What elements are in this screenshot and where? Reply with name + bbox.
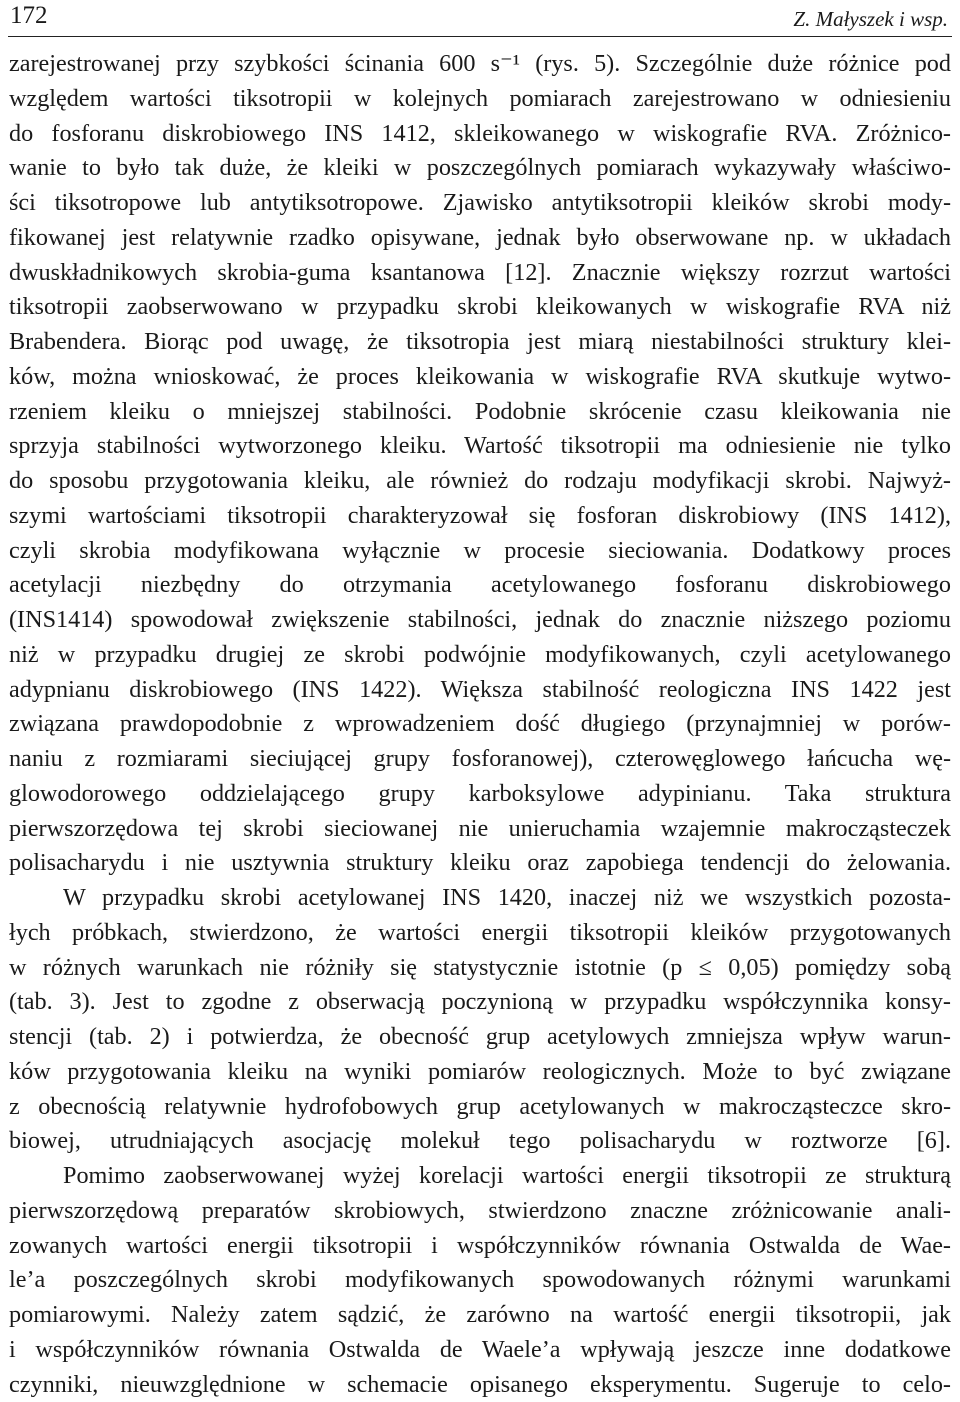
text-line: rzeniem kleiku o mniejszej stabilności. Podobnie skrócenie czasu kleikowania nie xyxy=(9,395,951,430)
page-number: 172 xyxy=(10,2,48,30)
paragraph xyxy=(9,881,951,1159)
text-line: ków, można wnioskować, że proces kleikowania w wiskografie RVA skutkuje wytwo- xyxy=(9,360,951,395)
text-line: W przypadku skrobi acetylowanej INS 1420, inaczej niż we wszystkich pozosta- xyxy=(9,881,951,916)
text-line: ków przygotowania kleiku na wyniki pomiarów reologicznych. Może to być związane xyxy=(9,1055,951,1090)
body-text xyxy=(9,47,951,1402)
text-line: Pomimo zaobserwowanej wyżej korelacji wartości energii tiksotropii ze strukturą xyxy=(9,1159,951,1194)
text-line: łych próbkach, stwierdzono, że wartości energii tiksotropii kleików przygotowanych xyxy=(9,916,951,951)
text-line: (INS1414) spowodował zwiększenie stabilności, jednak do znacznie niższego poziomu xyxy=(9,603,951,638)
text-line: biowej, utrudniających asocjację molekuł tego polisacharydu w roztworze [6]. xyxy=(9,1124,951,1159)
text-line: glowodorowego oddzielającego grupy karboksylowe adypinianu. Taka struktura xyxy=(9,777,951,812)
text-line: niż w przypadku drugiej ze skrobi podwójnie modyfikowanych, czyli acetylowanego xyxy=(9,638,951,673)
text-line: względem wartości tiksotropii w kolejnych pomiarach zarejestrowano w odniesieniu xyxy=(9,82,951,117)
text-line: ści tiksotropowe lub antytiksotropowe. Zjawisko antytiksotropii kleików skrobi mody- xyxy=(9,186,951,221)
text-line: pomiarowymi. Należy zatem sądzić, że zarówno na wartość energii tiksotropii, jak xyxy=(9,1298,951,1333)
text-line: sprzyja stabilności wytworzonego kleiku. Wartość tiksotropii ma odniesienie nie tylko xyxy=(9,429,951,464)
text-line: acetylacji niezbędny do otrzymania acetylowanego fosforanu diskrobiowego xyxy=(9,568,951,603)
running-head: Z. Małyszek i wsp. xyxy=(793,7,948,32)
text-line: z obecnością relatywnie hydrofobowych grup acetylowanych w makrocząsteczce skro- xyxy=(9,1090,951,1125)
text-line: wanie to było tak duże, że kleiki w poszczególnych pomiarach wykazywały właściwo- xyxy=(9,151,951,186)
text-line: naniu z rozmiarami sieciującej grupy fosforanowej), czterowęglowego łańcucha wę- xyxy=(9,742,951,777)
text-line: stencji (tab. 2) i potwierdza, że obecność grup acetylowych zmniejsza wpływ warun- xyxy=(9,1020,951,1055)
text-line: adypnianu diskrobiowego (INS 1422). Większa stabilność reologiczna INS 1422 jest xyxy=(9,673,951,708)
text-line: pierwszorzędowa tej skrobi sieciowanej nie unieruchamia wzajemnie makrocząsteczek xyxy=(9,812,951,847)
text-line: szymi wartościami tiksotropii charakteryzował się fosforan diskrobiowy (INS 1412), xyxy=(9,499,951,534)
paragraph xyxy=(9,1159,951,1402)
text-line: związana prawdopodobnie z wprowadzeniem dość długiego (przynajmniej w porów- xyxy=(9,707,951,742)
paragraph xyxy=(9,47,951,881)
text-line: w różnych warunkach nie różniły się statystycznie istotnie (p ≤ 0,05) pomiędzy sobą xyxy=(9,951,951,986)
text-line: pierwszorzędową preparatów skrobiowych, stwierdzono znaczne zróżnicowanie anali- xyxy=(9,1194,951,1229)
text-line: czynniki, nieuwzględnione w schemacie opisanego eksperymentu. Sugeruje to celo- xyxy=(9,1368,951,1402)
text-line: czyli skrobia modyfikowana wyłącznie w procesie sieciowania. Dodatkowy proces xyxy=(9,534,951,569)
text-line: Brabendera. Biorąc pod uwagę, że tiksotropia jest miarą niestabilności struktury klei- xyxy=(9,325,951,360)
text-line: zarejestrowanej przy szybkości ścinania 600 s⁻¹ (rys. 5). Szczególnie duże różnice pod xyxy=(9,47,951,82)
text-line: do fosforanu diskrobiowego INS 1412, skleikowanego w wiskografie RVA. Zróżnico- xyxy=(9,117,951,152)
text-line: i współczynników równania Ostwalda de Waele’a wpływają jeszcze inne dodatkowe xyxy=(9,1333,951,1368)
page-header xyxy=(8,0,952,37)
text-line: tiksotropii zaobserwowano w przypadku skrobi kleikowanych w wiskografie RVA niż xyxy=(9,290,951,325)
text-line: le’a poszczególnych skrobi modyfikowanych spowodowanych różnymi warunkami xyxy=(9,1263,951,1298)
text-line: polisacharydu i nie usztywnia struktury kleiku oraz zapobiega tendencji do żelowania. xyxy=(9,846,951,881)
text-line: do sposobu przygotowania kleiku, ale również do rodzaju modyfikacji skrobi. Najwyż- xyxy=(9,464,951,499)
text-line: zowanych wartości energii tiksotropii i współczynników równania Ostwalda de Wae- xyxy=(9,1229,951,1264)
text-line: (tab. 3). Jest to zgodne z obserwacją poczynioną w przypadku współczynnika konsy- xyxy=(9,985,951,1020)
text-line: fikowanej jest relatywnie rzadko opisywane, jednak było obserwowane np. w układach xyxy=(9,221,951,256)
text-line: dwuskładnikowych skrobia-guma ksantanowa [12]. Znacznie większy rozrzut wartości xyxy=(9,256,951,291)
